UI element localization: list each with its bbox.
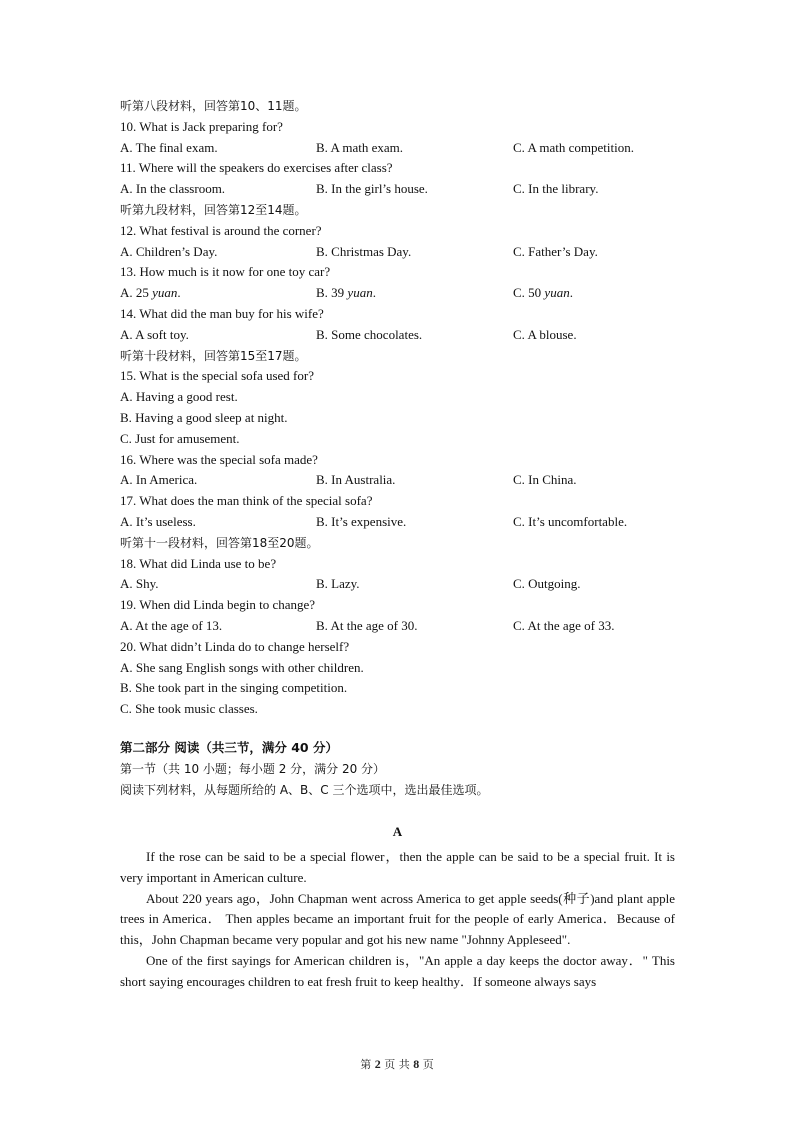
question-11: 11. Where will the speakers do exercises after class? <box>120 160 393 176</box>
option-19a: A. At the age of 13. <box>120 617 223 633</box>
option-15b: B. Having a good sleep at night. <box>120 409 288 425</box>
footer-suffix: 页 <box>422 1058 434 1071</box>
option-14a: A. A soft toy. <box>120 326 189 342</box>
option-20b: B. She took part in the singing competition. <box>120 680 348 696</box>
page-footer <box>0 1056 794 1072</box>
passage-title: A <box>392 824 403 840</box>
option-12b: B. Christmas Day. <box>316 243 412 259</box>
option-20c: C. She took music classes. <box>120 701 258 717</box>
footer-prefix: 第 <box>360 1058 372 1071</box>
reading-instruction: 阅读下列材料，从每题所给的 A、B、C 三个选项中，选出最佳选项。 <box>120 782 489 797</box>
options-13 <box>120 283 675 304</box>
option-18b: B. Lazy. <box>316 576 360 592</box>
options-17 <box>120 512 675 533</box>
passage-paragraph-2: About 220 years ago，John Chapman went across America to get apple seeds(种子)and plant apple trees in America． Then apples became an important fruit for the people of early America．Because of this，John Chapman became very popular and got his new name "Johnny Appleseed". <box>120 890 675 948</box>
passage-paragraph-3: One of the first sayings for American children is，"An apple a day keeps the doctor away．" This short saying encourages children to eat fresh fruit to keep healthy．If someone always says <box>120 953 675 989</box>
section-heading-11: 听第十一段材料，回答第18至20题。 <box>120 535 319 550</box>
option-10c: C. A math competition. <box>513 139 634 155</box>
option-13b: B. 39 yuan. <box>316 285 376 301</box>
option-19c: C. At the age of 33. <box>513 617 615 633</box>
option-19b: B. At the age of 30. <box>316 617 418 633</box>
option-11c: C. In the library. <box>513 181 599 197</box>
option-17b: B. It’s expensive. <box>316 513 407 529</box>
total-page-number: 8 <box>413 1057 420 1071</box>
options-10 <box>120 138 675 159</box>
question-12: 12. What festival is around the corner? <box>120 222 322 238</box>
options-19 <box>120 616 675 637</box>
question-18: 18. What did Linda use to be? <box>120 555 277 571</box>
option-16c: C. In China. <box>513 472 577 488</box>
option-12a: A. Children’s Day. <box>120 243 218 259</box>
question-15: 15. What is the special sofa used for? <box>120 368 314 384</box>
option-11a: A. In the classroom. <box>120 181 226 197</box>
question-17: 17. What does the man think of the special sofa? <box>120 493 373 509</box>
option-13c: C. 50 yuan. <box>513 285 573 301</box>
option-14c: C. A blouse. <box>513 326 577 342</box>
option-17c: C. It’s uncomfortable. <box>513 513 628 529</box>
options-12 <box>120 242 675 263</box>
option-16b: B. In Australia. <box>316 472 396 488</box>
option-18c: C. Outgoing. <box>513 576 581 592</box>
section-heading-10: 听第十段材料，回答第15至17题。 <box>120 348 307 363</box>
page-content <box>120 96 675 993</box>
question-19: 19. When did Linda begin to change? <box>120 597 316 613</box>
option-13a: A. 25 yuan. <box>120 285 181 301</box>
options-11 <box>120 179 675 200</box>
option-10b: B. A math exam. <box>316 139 404 155</box>
footer-middle: 页 共 <box>384 1058 410 1071</box>
options-16 <box>120 470 675 491</box>
passage-paragraph-1: If the rose can be said to be a special flower，then the apple can be said to be a special fruit. It is very important in American culture. <box>120 849 675 885</box>
part-two-title: 第二部分 阅读（共三节，满分 40 分） <box>120 739 338 755</box>
current-page-number: 2 <box>374 1057 381 1071</box>
options-14 <box>120 325 675 346</box>
section-heading-8: 听第八段材料，回答第10、11题。 <box>120 99 307 113</box>
option-20a: A. She sang English songs with other children. <box>120 659 364 675</box>
question-13: 13. How much is it now for one toy car? <box>120 264 331 280</box>
option-10a: A. The final exam. <box>120 139 218 155</box>
question-16: 16. Where was the special sofa made? <box>120 451 318 467</box>
question-20: 20. What didn’t Linda do to change herself? <box>120 638 350 654</box>
question-14: 14. What did the man buy for his wife? <box>120 305 324 321</box>
option-15a: A. Having a good rest. <box>120 389 238 405</box>
option-17a: A. It’s useless. <box>120 513 196 529</box>
option-11b: B. In the girl’s house. <box>316 181 428 197</box>
option-14b: B. Some chocolates. <box>316 326 423 342</box>
question-10: 10. What is Jack preparing for? <box>120 118 283 134</box>
option-12c: C. Father’s Day. <box>513 243 598 259</box>
option-15c: C. Just for amusement. <box>120 430 240 446</box>
options-18 <box>120 574 675 595</box>
option-16a: A. In America. <box>120 472 198 488</box>
section-heading-9: 听第九段材料，回答第12至14题。 <box>120 202 307 217</box>
option-18a: A. Shy. <box>120 576 159 592</box>
section-one-title: 第一节（共 10 小题；每小题 2 分，满分 20 分） <box>120 761 386 776</box>
